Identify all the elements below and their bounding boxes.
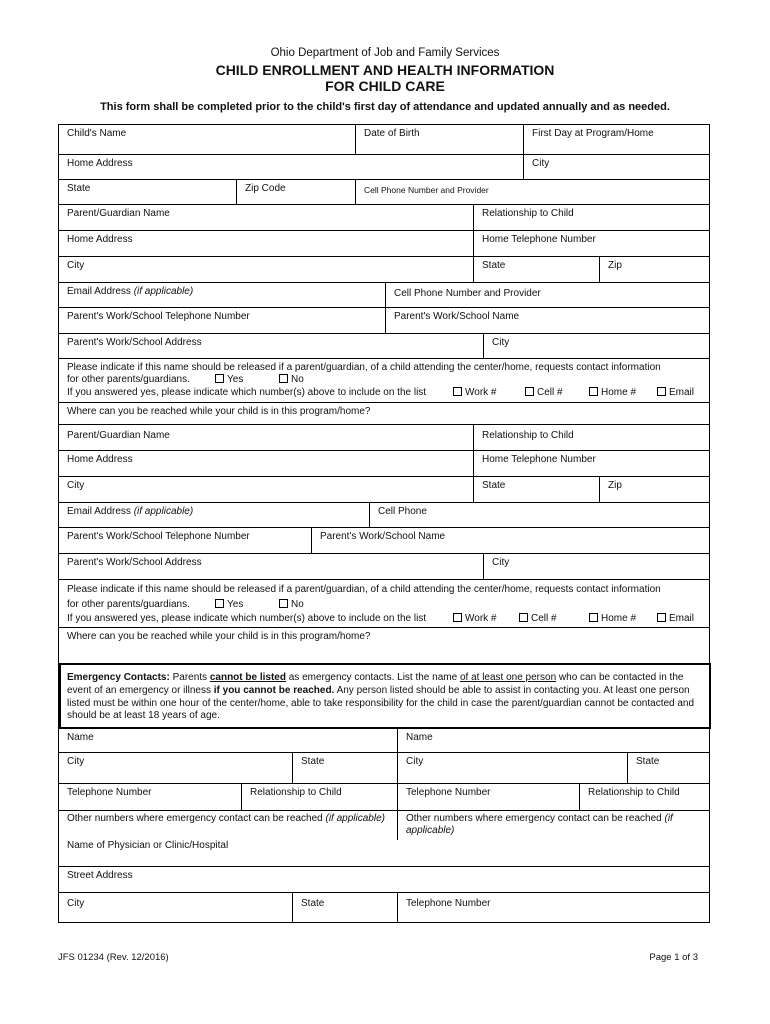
p2-no-option[interactable] <box>279 599 304 610</box>
p1-cell-field[interactable]: Cell Phone Number and Provider <box>385 283 709 307</box>
child-state-field[interactable]: State <box>67 183 91 194</box>
p1-row-2 <box>59 231 709 257</box>
child-row-1 <box>59 125 709 155</box>
emergency-text-1: Parents <box>169 672 210 683</box>
p1-release-row <box>59 359 709 403</box>
p1-row-5 <box>59 308 709 334</box>
checkbox-icon[interactable] <box>279 374 288 383</box>
emergency-text-4: Any person listed should be able to assist in contacting you. At least one person listed must be within one hour of the center/home, able to take responsibility for the child in case the parent/guardian cannot be contacted and should be at least 18 years of age. <box>67 684 695 722</box>
p2-city-field[interactable]: City <box>67 480 85 491</box>
p1-email-label: Email Address <box>67 286 134 297</box>
p1-zip-field[interactable]: Zip <box>599 257 709 282</box>
p1-cell-option[interactable] <box>525 387 563 398</box>
checkbox-icon[interactable] <box>215 374 224 383</box>
p1-work-city-field[interactable]: City <box>483 334 709 358</box>
ec1-other-numbers-field[interactable] <box>59 811 397 840</box>
checkbox-icon[interactable] <box>525 387 534 396</box>
ec2-state-field[interactable]: State <box>627 753 709 783</box>
p1-yes-label: Yes <box>227 374 244 385</box>
ec2-name-field[interactable]: Name <box>397 729 709 752</box>
p2-zip-field[interactable]: Zip <box>599 477 709 502</box>
emergency-if-cannot: if you cannot be reached. <box>213 684 335 696</box>
p2-release-row <box>59 580 709 628</box>
checkbox-icon[interactable] <box>215 599 224 608</box>
ec1-name-field[interactable]: Name <box>67 732 94 743</box>
p2-state-field[interactable]: State <box>473 477 599 502</box>
form-number: JFS 01234 (Rev. 12/2016) <box>58 952 169 963</box>
form-title <box>0 62 770 94</box>
p2-cell-option-label: Cell # <box>531 613 557 624</box>
p1-work-option-label: Work # <box>465 387 497 398</box>
ec2-other-numbers-label: Other numbers where emergency contact can be reached <box>406 813 665 824</box>
p1-yes-option[interactable] <box>215 374 243 385</box>
p2-row-4 <box>59 503 709 528</box>
p1-row-3 <box>59 257 709 283</box>
p2-home-option-label: Home # <box>601 613 637 624</box>
ec1-other-numbers-label: Other numbers where emergency contact can be reached <box>67 813 326 824</box>
p1-release-text-2: for other parents/guardians. <box>67 374 190 385</box>
p1-reach-row <box>59 403 709 425</box>
ec2-relationship-field[interactable]: Relationship to Child <box>579 784 709 810</box>
p1-name-field[interactable]: Parent/Guardian Name <box>67 208 170 219</box>
p2-release-text-1: Please indicate if this name should be released if a parent/guardian, of a child attending the center/home, requests contact information <box>67 584 661 595</box>
p2-reach-row <box>59 628 709 663</box>
p1-home-option[interactable] <box>589 387 636 398</box>
child-name-field[interactable]: Child's Name <box>67 128 127 139</box>
p1-email-option-label: Email <box>669 387 695 398</box>
child-row-3 <box>59 180 709 205</box>
p1-home-phone-field[interactable]: Home Telephone Number <box>473 231 709 256</box>
p1-email-field[interactable] <box>59 283 385 307</box>
checkbox-icon[interactable] <box>519 613 528 622</box>
ec2-city-field[interactable]: City <box>397 753 627 783</box>
emergency-at-least: of at least one person <box>459 672 557 683</box>
p2-no-label: No <box>291 599 304 610</box>
enrollment-form <box>58 124 710 923</box>
p1-home-option-label: Home # <box>601 387 637 398</box>
checkbox-icon[interactable] <box>279 599 288 608</box>
p2-work-option-label: Work # <box>465 613 497 624</box>
p1-which-numbers-text: If you answered yes, please indicate which number(s) above to include on the list <box>67 387 427 398</box>
checkbox-icon[interactable] <box>453 613 462 622</box>
child-row-2 <box>59 155 709 180</box>
child-first-day-field[interactable]: First Day at Program/Home <box>523 125 709 154</box>
physician-street-field[interactable]: Street Address <box>67 870 133 881</box>
p2-email-option-label: Email <box>669 613 695 624</box>
p2-work-city-field[interactable]: City <box>483 554 709 579</box>
p2-relationship-field[interactable]: Relationship to Child <box>473 425 709 450</box>
p2-which-numbers-text: If you answered yes, please indicate which number(s) above to include on the list <box>67 613 427 624</box>
p1-work-option[interactable] <box>453 387 497 398</box>
p1-no-option[interactable] <box>279 374 304 385</box>
child-zip-field[interactable]: Zip Code <box>236 180 355 204</box>
p2-work-address-field[interactable]: Parent's Work/School Address <box>67 557 202 568</box>
p2-row-1 <box>59 425 709 451</box>
emergency-cannot-listed: cannot be listed <box>209 672 286 683</box>
p2-work-option[interactable] <box>453 613 497 624</box>
physician-row-3 <box>59 893 709 923</box>
p1-work-address-field[interactable]: Parent's Work/School Address <box>67 337 202 348</box>
p2-email-label: Email Address <box>67 506 134 517</box>
p1-cell-option-label: Cell # <box>537 387 563 398</box>
form-instruction: This form shall be completed prior to the child's first day of attendance and updated annually and as needed. <box>100 101 670 113</box>
p2-email-note: (if applicable) <box>133 506 194 517</box>
child-home-address-field[interactable]: Home Address <box>67 158 133 169</box>
p1-state-field[interactable]: State <box>473 257 599 282</box>
physician-city-field[interactable]: City <box>67 898 85 909</box>
ec1-relationship-field[interactable]: Relationship to Child <box>241 784 397 810</box>
physician-telephone-field[interactable]: Telephone Number <box>397 893 709 923</box>
checkbox-icon[interactable] <box>657 387 666 396</box>
p2-row-2 <box>59 451 709 477</box>
p1-email-option[interactable] <box>657 387 694 398</box>
ec1-state-field[interactable]: State <box>292 753 397 783</box>
title-line-2: FOR CHILD CARE <box>325 78 445 94</box>
physician-row-2 <box>59 867 709 893</box>
p1-home-address-field[interactable]: Home Address <box>67 234 133 245</box>
physician-state-field[interactable]: State <box>292 893 397 923</box>
p2-release-text-2: for other parents/guardians. <box>67 599 190 610</box>
title-line-1: CHILD ENROLLMENT AND HEALTH INFORMATION <box>215 62 555 78</box>
p2-name-field[interactable]: Parent/Guardian Name <box>67 430 170 441</box>
p2-row-6 <box>59 554 709 580</box>
ec2-other-numbers-field[interactable] <box>397 811 709 840</box>
ec2-other-numbers-note: (if applicable) <box>406 813 673 836</box>
checkbox-icon[interactable] <box>589 613 598 622</box>
checkbox-icon[interactable] <box>453 387 462 396</box>
p2-home-option[interactable] <box>589 613 636 624</box>
p2-yes-option[interactable] <box>215 599 243 610</box>
p1-row-4 <box>59 283 709 308</box>
ec-row-4 <box>59 811 709 840</box>
ec-row-3 <box>59 784 709 811</box>
p2-work-name-field[interactable]: Parent's Work/School Name <box>311 528 709 553</box>
p2-row-5 <box>59 528 709 554</box>
p2-home-phone-field[interactable]: Home Telephone Number <box>473 451 709 476</box>
child-city-field[interactable]: City <box>523 155 709 179</box>
ec-row-1 <box>59 729 709 753</box>
ec-row-2 <box>59 753 709 784</box>
p2-cell-option[interactable] <box>519 613 557 624</box>
p1-work-name-field[interactable]: Parent's Work/School Name <box>385 308 709 333</box>
p2-yes-label: Yes <box>227 599 244 610</box>
p1-email-note: (if applicable) <box>133 286 194 297</box>
p1-city-field[interactable]: City <box>67 260 85 271</box>
child-dob-field[interactable]: Date of Birth <box>355 125 523 154</box>
child-cell-field[interactable]: Cell Phone Number and Provider <box>355 180 709 204</box>
p1-row-6 <box>59 334 709 359</box>
page-number: Page 1 of 3 <box>649 952 698 963</box>
p1-reach-field[interactable]: Where can you be reached while your child is in this program/home? <box>67 406 371 417</box>
p1-work-phone-field[interactable]: Parent's Work/School Telephone Number <box>67 311 250 322</box>
p2-row-3 <box>59 477 709 503</box>
p1-release-text-1: Please indicate if this name should be released if a parent/guardian, of a child attending the center/home, requests contact information <box>67 362 661 373</box>
p1-row-1 <box>59 205 709 231</box>
agency-name: Ohio Department of Job and Family Services <box>270 47 500 59</box>
p1-no-label: No <box>291 374 304 385</box>
ec1-other-numbers-note: (if applicable) <box>325 813 385 824</box>
physician-row-1 <box>59 840 709 867</box>
emergency-label: Emergency Contacts: <box>67 672 170 683</box>
emergency-instructions <box>59 663 711 729</box>
p1-relationship-field[interactable]: Relationship to Child <box>473 205 709 230</box>
ec1-city-field[interactable]: City <box>67 756 85 767</box>
p2-reach-field[interactable]: Where can you be reached while your child is in this program/home? <box>67 631 371 642</box>
p2-email-field[interactable] <box>59 503 369 527</box>
p2-home-address-field[interactable]: Home Address <box>67 454 133 465</box>
ec1-telephone-field[interactable]: Telephone Number <box>67 787 152 798</box>
physician-name-field[interactable]: Name of Physician or Clinic/Hospital <box>67 840 229 851</box>
emergency-text-3: who can be contacted in the event of an emergency or illness <box>67 672 684 696</box>
checkbox-icon[interactable] <box>657 613 666 622</box>
p2-cell-field[interactable]: Cell Phone <box>369 503 709 527</box>
p2-work-phone-field[interactable]: Parent's Work/School Telephone Number <box>67 531 250 542</box>
p2-email-option[interactable] <box>657 613 694 624</box>
ec2-telephone-field[interactable]: Telephone Number <box>397 784 579 810</box>
emergency-text-2: as emergency contacts. List the name <box>285 672 460 683</box>
checkbox-icon[interactable] <box>589 387 598 396</box>
